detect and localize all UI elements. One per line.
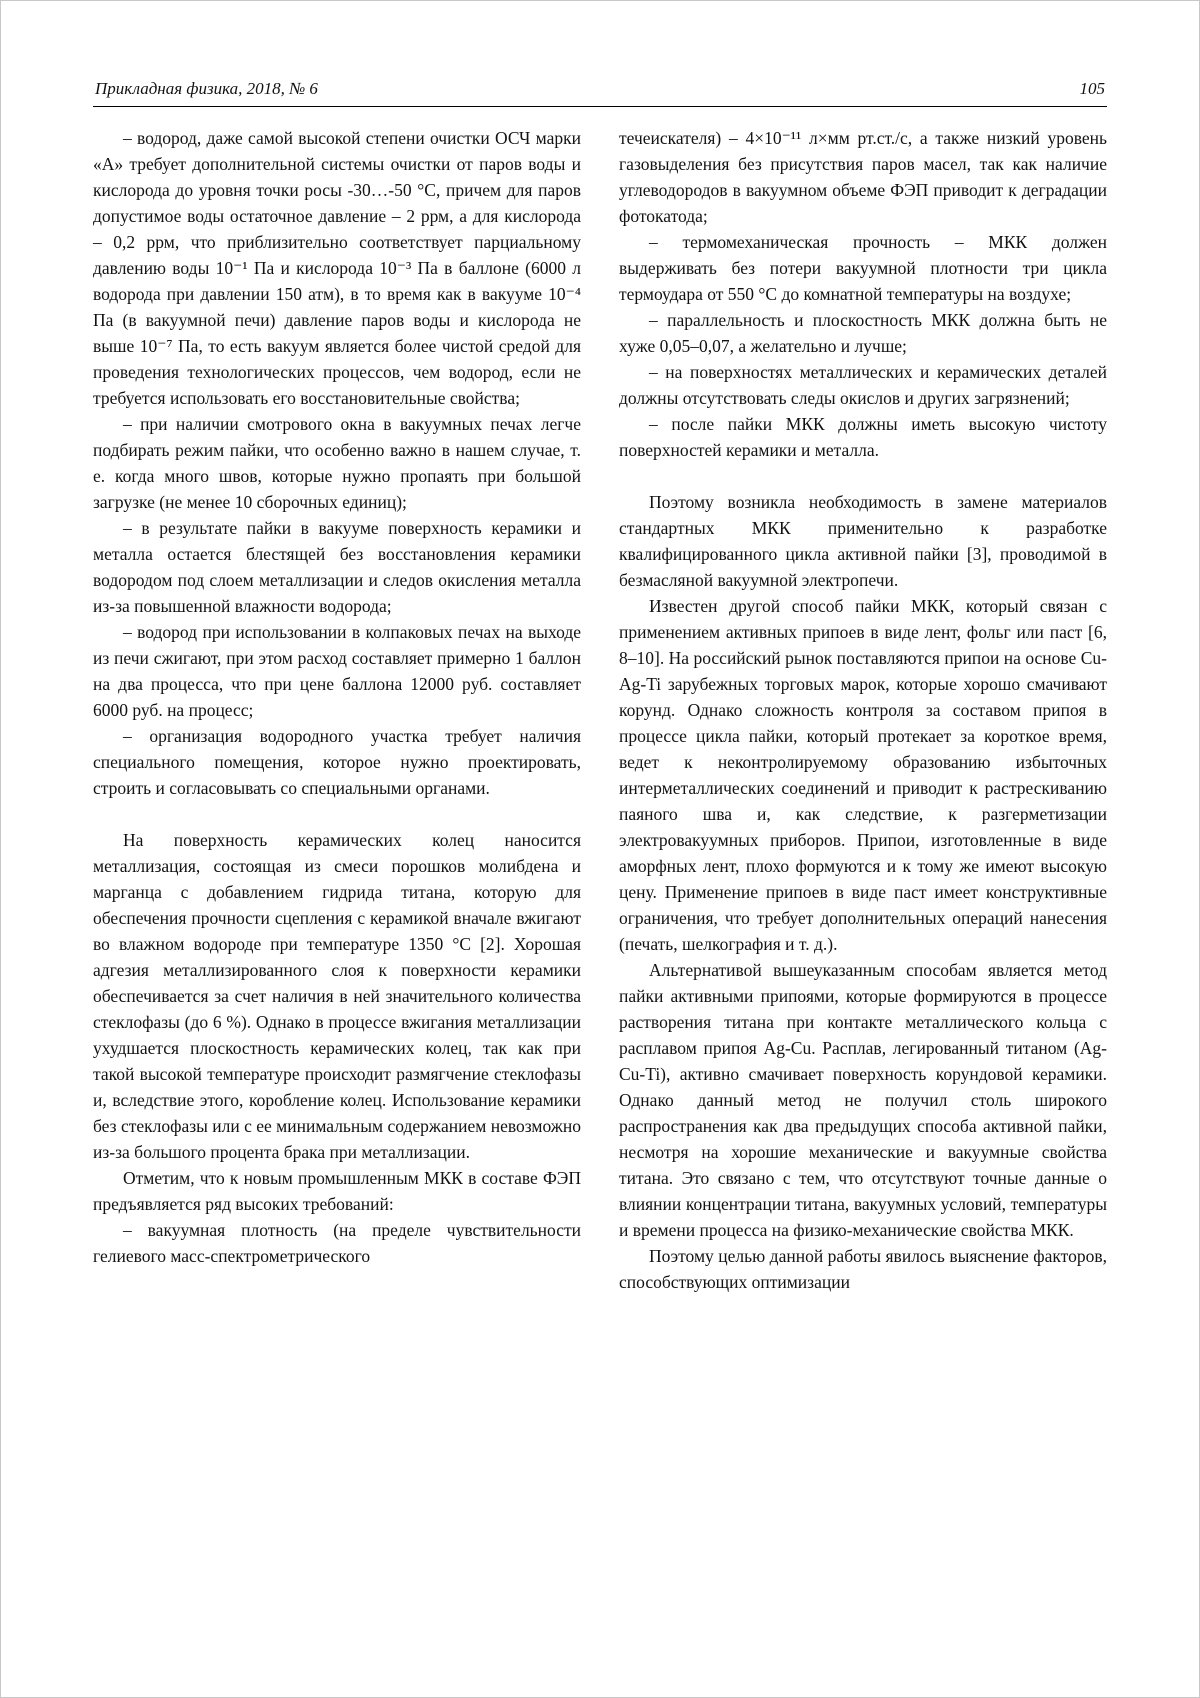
paragraph: – после пайки МКК должны иметь высокую чистоту поверхностей керамики и металла. [619,414,1107,460]
paragraph: – организация водородного участка требует наличия специального помещения, которое нужно проектировать, строить и согласовывать со специальными органами. [93,726,581,798]
paragraph: – водород при использовании в колпаковых печах на выходе из печи сжигают, при этом расход составляет примерно 1 баллон на два процесса, что при цене баллона 12000 руб. составляет 6000 руб. на процесс; [93,622,581,720]
paragraph: – в результате пайки в вакууме поверхность керамики и металла остается блестящей без восстановления керамики водородом под слоем металлизации и следов окисления металла из-за повышенной влажности водорода; [93,518,581,616]
paragraph: – водород, даже самой высокой степени очистки ОСЧ марки «А» требует дополнительной системы очистки от паров воды и кислорода до уровня точки росы -30…-50 °С, причем для паров допустимое воды остаточное давление – 2 ррм, а для кислорода – 0,2 ррм, что приблизительно соответствует парциальному давлению воды 10⁻¹ Па и кислорода 10⁻³ Па в баллоне (6000 л водорода при давлении 150 атм), в то время как в вакууме 10⁻⁴ Па (в вакуумной печи) давление паров воды и кислорода не выше 10⁻⁷ Па, то есть вакуум является более чистой средой для проведения технологических процессов, чем водород, если не требуется использовать его восстановительные свойства; [93,128,581,408]
running-head [93,79,1107,106]
paragraph: – на поверхностях металлических и керамических деталей должны отсутствовать следы окислов и других загрязнений; [619,362,1107,408]
column-left [93,125,581,1295]
paragraph: Альтернативой вышеуказанным способам является метод пайки активными припоями, которые формируются в процессе растворения титана при контакте металлического кольца с расплавом припоя Ag-Cu. Расплав, легированный титаном (Ag-Cu-Ti), активно смачивает поверхность корундовой керамики. Однако данный метод не получил столь широкого распространения как два предыдущих способа активной пайки, несмотря на хорошие механические и вакуумные свойства титана. Это связано с тем, что отсутствуют точные данные о влиянии концентрации титана, вакуумных условий, температуры и времени процесса на физико-механические свойства МКК. [619,960,1107,1240]
column-right [619,125,1107,1295]
paragraph: течеискателя) – 4×10⁻¹¹ л×мм рт.ст./с, а также низкий уровень газовыделения без присутствия паров масел, так как наличие углеводородов в вакуумном объеме ФЭП приводит к деградации фотокатода; [619,128,1107,226]
paragraph: – термомеханическая прочность – МКК должен выдерживать без потери вакуумной плотности три цикла термоудара от 550 °С до комнатной температуры на воздухе; [619,232,1107,304]
page-number: 105 [1079,79,1105,98]
text-columns [93,125,1107,1295]
journal-title: Прикладная физика, 2018, № 6 [95,79,318,98]
paragraph: – вакуумная плотность (на пределе чувствительности гелиевого масс-спектрометрического [93,1220,581,1266]
paragraph: Отметим, что к новым промышленным МКК в составе ФЭП предъявляется ряд высоких требований: [93,1168,581,1214]
paragraph: Поэтому возникла необходимость в замене материалов стандартных МКК применительно к разработке квалифицированного цикла активной пайки [3], проводимой в безмасляной вакуумной электропечи. [619,492,1107,590]
paragraph: Поэтому целью данной работы явилось выяснение факторов, способствующих оптимизации [619,1246,1107,1292]
paragraph: Известен другой способ пайки МКК, который связан с применением активных припоев в виде лент, фольг или паст [6, 8–10]. На российский рынок поставляются припои на основе Cu-Ag-Ti зарубежных торговых марок, которые хорошо смачивают корунд. Однако сложность контроля за составом припоя в процессе цикла пайки, который протекает за короткое время, ведет к неконтролируемому образованию избыточных интерметаллических соединений и приводит к растрескиванию паяного шва и, как следствие, к разгерметизации электровакуумных приборов. Припои, изготовленные в виде аморфных лент, плохо формуются и к тому же имеют высокую цену. Применение припоев в виде паст имеет конструктивные ограничения, что требует дополнительных операций нанесения (печать, шелкография и т. д.). [619,596,1107,954]
header-rule [93,106,1107,107]
paragraph: – при наличии смотрового окна в вакуумных печах легче подбирать режим пайки, что особенно важно в нашем случае, т. е. когда много швов, которые нужно пропаять при большой загрузке (не менее 10 сборочных единиц); [93,414,581,512]
paragraph: – параллельность и плоскостность МКК должна быть не хуже 0,05–0,07, а желательно и лучше; [619,310,1107,356]
paragraph: На поверхность керамических колец наносится металлизация, состоящая из смеси порошков молибдена и марганца с добавлением гидрида титана, которую для обеспечения прочности сцепления с керамикой вначале вжигают во влажном водороде при температуре 1350 °С [2]. Хорошая адгезия металлизированного слоя к поверхности керамики обеспечивается за счет наличия в ней значительного количества стеклофазы (до 6 %). Однако в процессе вжигания металлизации ухудшается плоскостность керамических колец, так как при такой высокой температуре происходит размягчение стеклофазы и, вследствие этого, коробление колец. Использование керамики без стеклофазы или с ее минимальным содержанием невозможно из-за большого процента брака при металлизации. [93,830,582,1162]
